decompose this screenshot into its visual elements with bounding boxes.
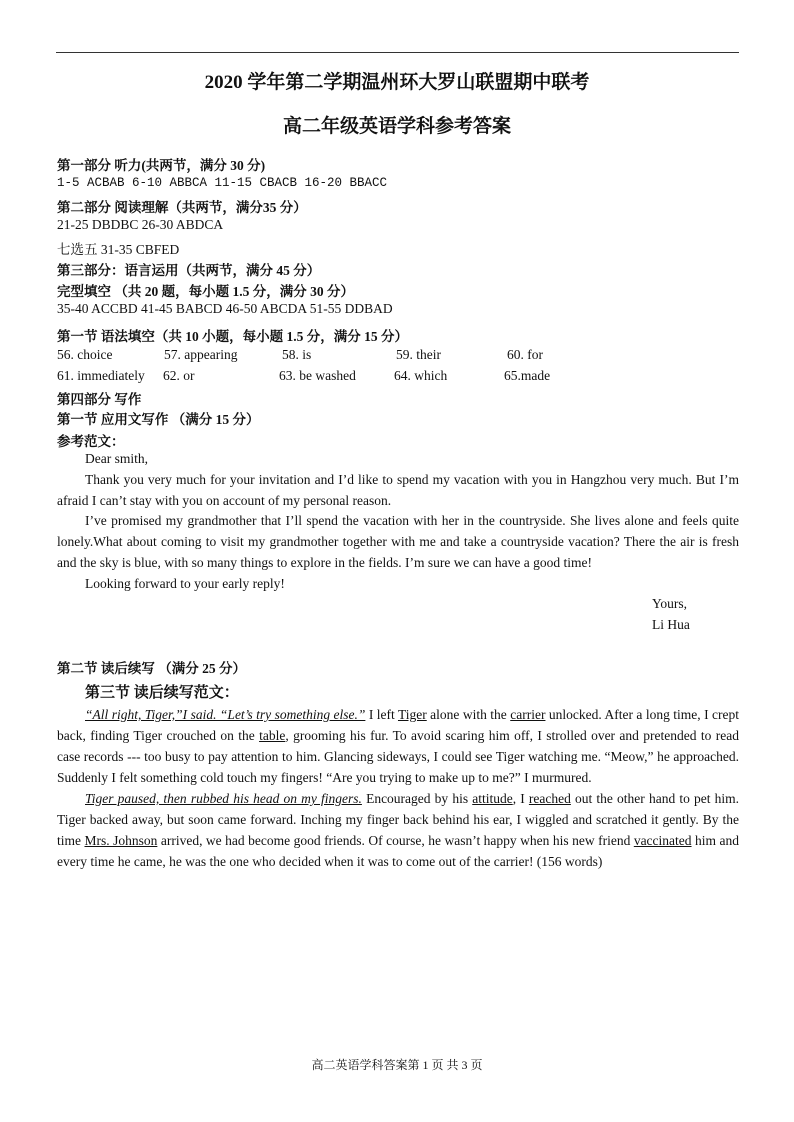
grammar-answer: 65.made	[504, 368, 551, 383]
cloze-answers: 35-40 ACCBD 41-45 BABCD 46-50 ABCDA 51-55 DDBAD	[57, 301, 393, 316]
letter-signature: Li Hua	[652, 617, 690, 632]
letter-closing: Yours,	[652, 596, 688, 611]
writing-section2-heading: 第二节 读后续写 （满分 25 分）	[57, 661, 246, 676]
writing-section3-heading: 第三节 读后续写范文：	[85, 685, 239, 701]
part2-answers-seven: 七选五 31-35 CBFED	[57, 242, 180, 257]
story-lead-sentence: Tiger paused, then rubbed his head on my fingers.	[85, 791, 362, 806]
header-rule	[56, 52, 739, 53]
grammar-answer: 62. or	[163, 368, 195, 383]
underlined-word: Mrs. Johnson	[84, 833, 158, 848]
story-paragraph-2	[57, 788, 739, 872]
story-text: him and every time he came, he was the one who decided when it was to come out of the carrier! (156 words)	[57, 833, 739, 869]
story-text: , grooming his fur. To avoid scaring him off, I strolled over and pretended to read case records --- too busy to pay attention to him. Glancing sideways, I could see Tiger watching me. “Meow,” he approached. Suddenly I felt something cold touch my fingers! “Are you trying to make up to me?” I murmured.	[57, 728, 739, 785]
underlined-word: Tiger	[397, 707, 427, 722]
exam-title: 2020 学年第二学期温州环大罗山联盟期中联考	[204, 72, 590, 93]
sample-label: 参考范文：	[57, 434, 125, 449]
letter-paragraph: I’ve promised my grandmother that I’ll spend the vacation with her in the countryside. She lives alone and feels quite lonely.What about coming to visit my grandmother together with me and take a countryside vacation? There the air is fresh and the sky is blue, with so many things to explore in the fields. I’m sure we can have a good time!	[57, 513, 739, 570]
part1-heading: 第一部分 听力(共两节，满分 30 分)	[57, 158, 266, 173]
underlined-word: reached	[528, 791, 571, 806]
page-footer: 高二英语学科答案第 1 页 共 3 页	[311, 1058, 483, 1072]
story-text: arrived, we had become good friends. Of course, he wasn’t happy when his new friend	[157, 833, 634, 848]
underlined-word: vaccinated	[633, 833, 692, 848]
part2-answers-reading: 21-25 DBDBC 26-30 ABDCA	[57, 217, 224, 232]
underlined-word: table	[259, 728, 286, 743]
story-text: alone with the	[426, 707, 511, 722]
story-text: Encouraged by his	[361, 791, 473, 806]
underlined-word: attitude	[472, 791, 513, 806]
letter-closing-line: Looking forward to your early reply!	[85, 576, 285, 591]
grammar-answer: 57. appearing	[164, 347, 238, 362]
letter-paragraph: Thank you very much for your invitation and I’d like to spend my vacation with you in Hangzhou very much. But I’m afraid I can’t stay with you on account of my personal reason.	[57, 472, 739, 508]
story-text: I left	[365, 707, 398, 722]
part1-answers: 1-5 ACBAB 6-10 ABBCA 11-15 CBACB 16-20 BBACC	[57, 176, 388, 190]
writing-section1-heading: 第一节 应用文写作 （满分 15 分）	[57, 412, 260, 427]
grammar-answer: 59. their	[396, 347, 441, 362]
part3-heading: 第三部分：语言运用（共两节，满分 45 分）	[57, 263, 321, 278]
grammar-answer: 61. immediately	[57, 368, 145, 383]
story-text: unlocked. After a long time, I crept back, finding Tiger crouched on the	[57, 707, 739, 743]
story-paragraph-1	[57, 704, 739, 788]
grammar-heading: 第一节 语法填空（共 10 小题，每小题 1.5 分，满分 15 分）	[57, 329, 408, 344]
grammar-answer: 63. be washed	[279, 368, 356, 383]
part2-heading: 第二部分 阅读理解（共两节，满分35 分）	[57, 200, 307, 215]
part4-heading: 第四部分 写作	[57, 392, 142, 407]
exam-subtitle: 高二年级英语学科参考答案	[282, 116, 511, 137]
grammar-answer: 56. choice	[57, 347, 113, 362]
story-lead-sentence: “All right, Tiger,”I said. “Let’s try something else.”	[85, 707, 366, 722]
cloze-heading: 完型填空 （共 20 题，每小题 1.5 分，满分 30 分）	[57, 284, 354, 299]
underlined-word: carrier	[510, 707, 546, 722]
story-text: , I	[512, 791, 529, 806]
grammar-answer: 58. is	[282, 347, 312, 362]
grammar-answer: 64. which	[394, 368, 448, 383]
story-text: out the other hand to pet him. Tiger backed away, but soon came forward. Inching my finger back behind his ear, I wiggled and scratched it gently. By the time	[57, 791, 739, 848]
letter-greeting: Dear smith,	[85, 451, 148, 466]
grammar-answer: 60. for	[507, 347, 543, 362]
